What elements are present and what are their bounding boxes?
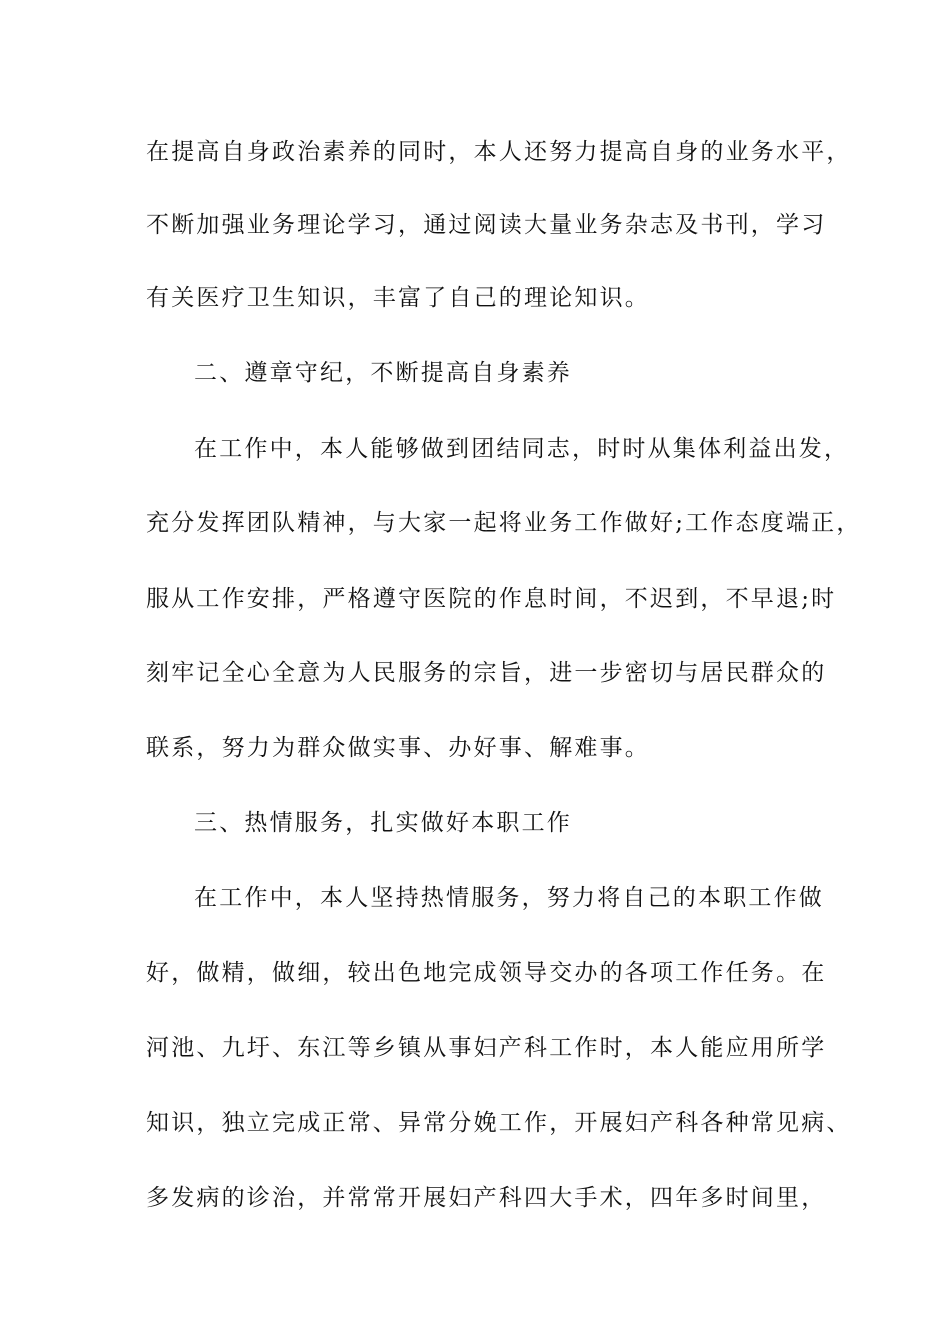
section-heading: 二、遵章守纪，不断提高自身素养: [194, 360, 572, 386]
paragraph-line: 服从工作安排，严格遵守医院的作息时间，不迟到，不早退;时: [146, 586, 837, 612]
paragraph-line: 多发病的诊治，并常常开展妇产科四大手术，四年多时间里，: [146, 1185, 827, 1211]
paragraph-line: 在提高自身政治素养的同时，本人还努力提高自身的业务水平，: [146, 139, 852, 165]
paragraph-line: 在工作中，本人坚持热情服务，努力将自己的本职工作做: [194, 885, 824, 911]
section-heading: 三、热情服务，扎实做好本职工作: [194, 810, 572, 836]
paragraph-line: 知识，独立完成正常、异常分娩工作，开展妇产科各种常见病、: [146, 1110, 852, 1136]
paragraph-line: 联系，努力为群众做实事、办好事、解难事。: [146, 735, 650, 761]
paragraph-line: 充分发挥团队精神，与大家一起将业务工作做好;工作态度端正，: [146, 510, 862, 536]
paragraph-line: 不断加强业务理论学习，通过阅读大量业务杂志及书刊，学习: [146, 212, 827, 238]
paragraph-line: 在工作中，本人能够做到团结同志，时时从集体利益出发，: [194, 436, 850, 462]
paragraph-line: 河池、九圩、东江等乡镇从事妇产科工作时，本人能应用所学: [146, 1035, 827, 1061]
paragraph-line: 好，做精，做细，较出色地完成领导交办的各项工作任务。在: [146, 960, 827, 986]
paragraph-line: 有关医疗卫生知识，丰富了自己的理论知识。: [146, 285, 650, 311]
paragraph-line: 刻牢记全心全意为人民服务的宗旨，进一步密切与居民群众的: [146, 660, 827, 686]
